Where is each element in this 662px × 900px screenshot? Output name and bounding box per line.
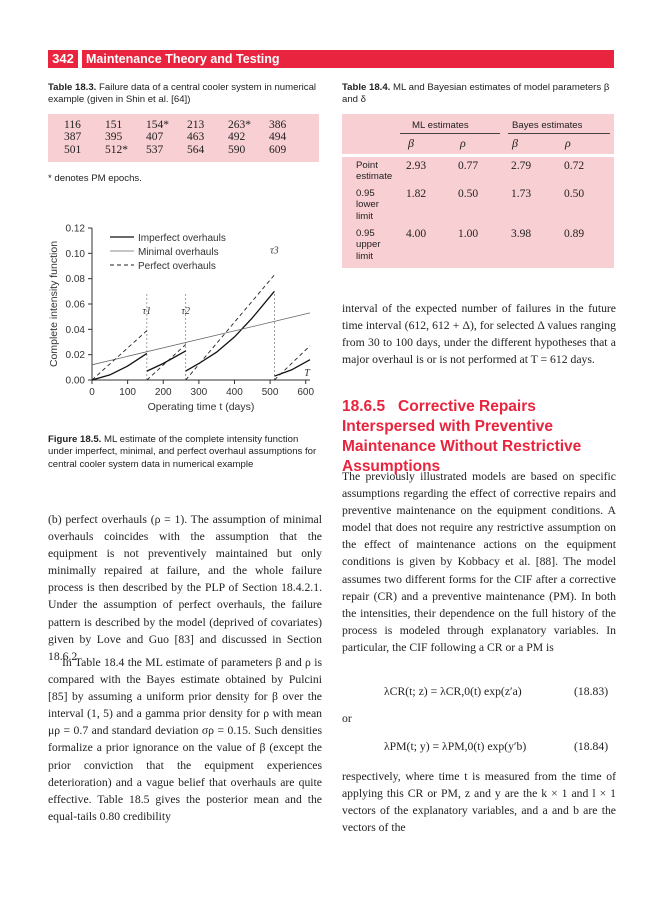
page-header (48, 50, 614, 68)
table-cell: 501 (64, 143, 82, 156)
table-cell: 512* (105, 143, 128, 156)
param-header: ρ (460, 136, 466, 150)
table-cell: 116 (64, 119, 81, 131)
equation-18-84: λPM(t; y) = λPM,0(t) exp(y′b) (384, 740, 527, 753)
table-cell: 407 (146, 131, 164, 144)
table-cell: 213 (187, 119, 205, 131)
series-line-dashed (186, 275, 275, 380)
x-tick-label: 100 (119, 387, 136, 398)
table-18-4 (342, 114, 614, 268)
event-label: τ3 (270, 245, 279, 257)
group-header-bayes: Bayes estimates (512, 120, 583, 131)
caption-label: Table 18.3. (48, 82, 97, 93)
series-line-solid (92, 353, 147, 380)
x-tick-label: 200 (154, 387, 172, 398)
table-cell: 537 (146, 143, 164, 156)
table-18-4-caption (342, 82, 616, 107)
event-label: τ1 (142, 306, 152, 318)
param-header: β (408, 136, 414, 150)
table-cell: 590 (228, 143, 246, 156)
cell-value: 1.82 (406, 188, 427, 200)
row-label: Point estimate (356, 160, 393, 183)
table-cell: 463 (187, 131, 205, 144)
pm-epochs-note: * denotes PM epochs. (48, 173, 142, 184)
legend-label: Imperfect overhauls (138, 233, 226, 244)
caption-label: Figure 18.5. (48, 434, 102, 445)
section-heading (342, 397, 616, 477)
body-paragraph: In Table 18.4 the ML estimate of parameters β and ρ is compared with the Bayes estimate obtained by Pulcini [85] by assuming a uniform prior density for β over the interval (1, 5) and a gamma prior density for ρ with mean μρ = 0.7 and standard deviation σρ = 0.15. Such densities formalize a prior ignorance on the value of β (except the prior conviction that the equipment experiences deterioration) and a vague belief that overhauls are quite effective. Table 18.5 gives the posterior mean and the equal-tails 0.80 credibility (48, 656, 322, 823)
figure-18-5-caption (48, 434, 322, 471)
group-rule-ml (400, 133, 500, 134)
table-18-3 (48, 114, 319, 162)
table-18-3-caption (48, 82, 318, 107)
row-label: 0.95 upper limit (356, 228, 381, 262)
legend-label: Perfect overhauls (138, 261, 216, 272)
x-tick-label: 500 (261, 387, 279, 398)
event-label: τ2 (181, 306, 190, 318)
y-tick-label: 0.00 (65, 375, 85, 387)
param-header: ρ (565, 136, 571, 150)
cell-value: 0.89 (564, 228, 585, 240)
series-line-solid (186, 291, 275, 371)
section-number: 18.6.5 (342, 398, 386, 415)
equation-18-83: λCR(t; z) = λCR,0(t) exp(z′a) (384, 685, 522, 698)
y-axis-label: Complete intensity function (48, 240, 60, 368)
section-title: Corrective Repairs Interspersed with Preventive Maintenance Without Restrictive Assumptions (342, 398, 582, 475)
y-tick-label: 0.10 (65, 248, 85, 260)
cell-value: 4.00 (406, 228, 427, 240)
body-paragraph: The previously illustrated models are based on specific assumptions regarding the effect of corrective repairs and preventive maintenance on the equipment conditions. A model that does not require any restrictive assumption on the effect of maintenance actions on the equipment conditions is given by Kobbacy et al. [88]. The model assumes two different forms for the CIF after a corrective repair (CR) and a preventive maintenance (PM). In both the intensities, their dependence on the full history of the process is modeled through explanatory variables. In particular, the CIF following a CR or a PM is (342, 470, 616, 654)
x-tick-label: 400 (226, 387, 243, 398)
series-line-dashed (92, 331, 147, 380)
body-paragraph: respectively, where time t is measured from the time of applying this CR or PM, z and y are the k × 1 and l × 1 vectors of the explanatory variables, and a and b are the vectors of the (342, 770, 616, 835)
cell-value: 2.93 (406, 160, 427, 172)
caption-label: Table 18.4. (342, 82, 391, 93)
caption-text: ML estimate of the complete intensity function under imperfect, minimal, and perfect overhaul assumptions for central cooler system data in numerical example (48, 434, 317, 470)
table-cell: 386 (269, 119, 287, 131)
x-tick-label: 300 (190, 387, 208, 398)
cell-value: 1.73 (511, 188, 532, 200)
body-paragraph: (b) perfect overhauls (ρ = 1). The assumption of minimal overhauls coincides with the assumption that the equipment is not preventively maintained but only minimally repaired at failure, and the whole failure process is then described by the PLP of Section 18.4.2.1. Under the assumption of perfect overhauls, the failure pattern is described by the model (deprived of covariates) given by Love and Guo [83] and discussed in Section 18.6.2. (48, 513, 322, 663)
header-separator (342, 154, 614, 157)
cell-value: 0.72 (564, 160, 585, 172)
cell-value: 3.98 (511, 228, 532, 240)
running-title: Maintenance Theory and Testing (82, 50, 614, 68)
equation-number: (18.84) (574, 740, 609, 753)
table-cell: 151 (105, 119, 123, 131)
x-axis-label: Operating time t (days) (147, 401, 255, 413)
table-cell: 609 (269, 143, 287, 156)
cell-value: 0.50 (458, 188, 479, 200)
table-cell: 154* (146, 119, 169, 131)
table-cell: 387 (64, 131, 82, 144)
legend-label: Minimal overhauls (138, 247, 219, 258)
body-paragraph: interval of the expected number of failures in the future time interval (612, 612 + Δ), for selected Δ values ranging from 30 to 100 days, under the different hypotheses that a major overhaul is or is not performed at T = 612 days. (342, 302, 616, 367)
table-cell: 494 (269, 131, 287, 144)
param-header: β (512, 136, 518, 150)
table-row (64, 131, 310, 143)
equation-number: (18.83) (574, 685, 609, 698)
event-label: T (304, 368, 310, 379)
caption-text: ML and Bayesian estimates of model parameters β and δ (342, 82, 610, 106)
x-tick-label: 600 (297, 387, 315, 398)
group-header-ml: ML estimates (412, 120, 469, 131)
cell-value: 0.77 (458, 160, 479, 172)
group-rule-bayes (508, 133, 610, 134)
table-cell: 395 (105, 131, 123, 144)
series-line-solid (147, 351, 186, 371)
table-cell: 564 (187, 143, 205, 156)
table-cell: 263* (228, 119, 251, 131)
series-line-thin (92, 313, 310, 365)
x-tick-label: 0 (89, 387, 95, 398)
caption-text: Failure data of a central cooler system in numerical example (given in Shin et al. [64]) (48, 82, 317, 106)
y-tick-label: 0.04 (65, 324, 85, 336)
or-text: or (342, 712, 352, 725)
table-row (64, 144, 310, 156)
cell-value: 2.79 (511, 160, 532, 172)
row-label: 0.95 lower limit (356, 188, 379, 222)
y-tick-label: 0.06 (65, 299, 85, 311)
cell-value: 0.50 (564, 188, 585, 200)
y-tick-label: 0.02 (65, 350, 85, 362)
intensity-function-chart (46, 210, 326, 420)
cell-value: 1.00 (458, 228, 479, 240)
y-tick-label: 0.08 (65, 274, 85, 286)
table-cell: 492 (228, 131, 246, 144)
page-number: 342 (48, 50, 78, 68)
y-tick-label: 0.12 (65, 223, 85, 235)
table-row (64, 119, 310, 131)
